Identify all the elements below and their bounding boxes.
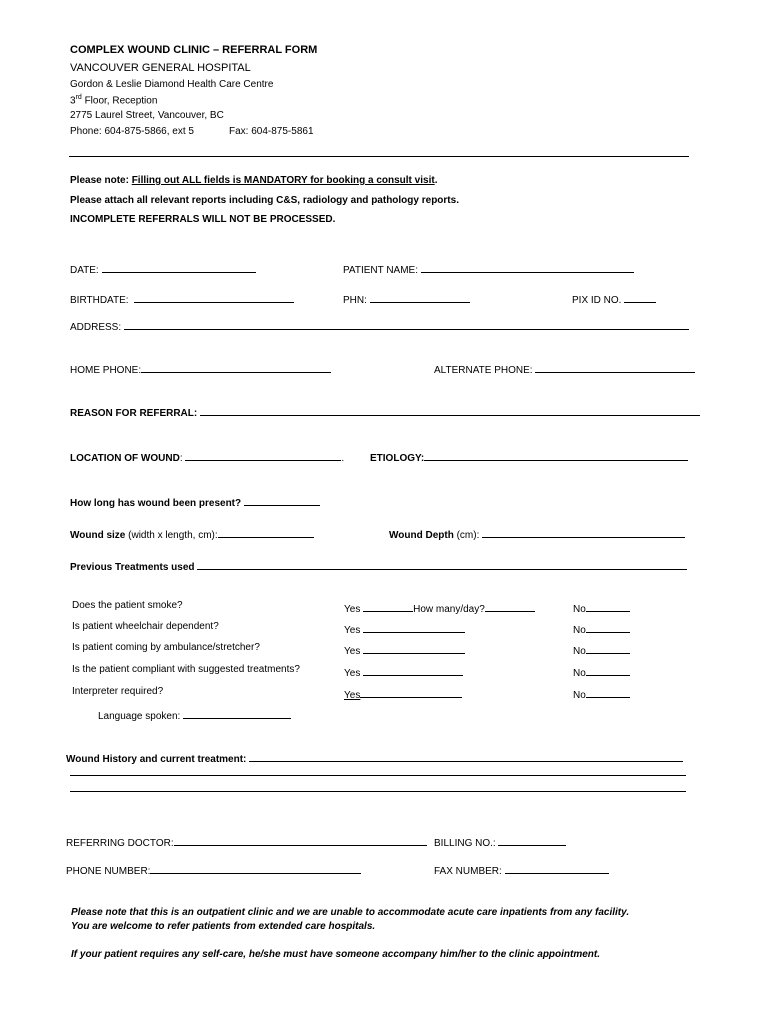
wound-depth-units: (cm): (453, 530, 480, 541)
location-dot: . (341, 453, 345, 464)
wound-size-units: (width x length, cm): (125, 530, 218, 541)
home-phone-input[interactable] (141, 361, 331, 373)
smoke-how-many-label: How many/day? (413, 604, 485, 615)
smoke-yes (344, 600, 535, 615)
smoke-no-input[interactable] (586, 600, 630, 612)
wound-history-field (66, 750, 683, 765)
birthdate-field (70, 291, 294, 306)
referring-doctor-input[interactable] (174, 834, 427, 846)
centre-name: Gordon & Leslie Diamond Health Care Centre (70, 79, 274, 90)
etiology-label: ETIOLOGY: (370, 453, 425, 464)
wound-depth-label: Wound Depth (389, 530, 454, 541)
ambulance-yes-input[interactable] (363, 642, 465, 654)
floor-suffix: rd (75, 94, 82, 101)
floor-line (70, 94, 157, 106)
address-field (70, 318, 689, 333)
birthdate-label: BIRTHDATE: (70, 295, 129, 306)
wound-depth-field (389, 526, 685, 541)
phn-field (343, 291, 470, 306)
compliant-yes-label: Yes (344, 668, 361, 679)
wound-history-line-3[interactable] (70, 791, 686, 792)
wheelchair-yes (344, 621, 465, 636)
note-prefix: Please note: (70, 175, 132, 186)
etiology-field (370, 449, 688, 464)
ambulance-no-input[interactable] (586, 642, 630, 654)
interpreter-yes-input[interactable] (360, 686, 462, 698)
phn-input[interactable] (370, 291, 470, 303)
wheelchair-no (573, 621, 630, 636)
interpreter-no (573, 686, 630, 701)
location-label: LOCATION OF WOUND (70, 453, 180, 464)
patient-name-input[interactable] (421, 261, 634, 273)
birthdate-input[interactable] (134, 291, 294, 303)
address-label: ADDRESS: (70, 322, 122, 333)
wheelchair-no-label: No (573, 625, 586, 636)
referring-doctor-label: REFERRING DOCTOR: (66, 838, 174, 849)
language-label: Language spoken: (98, 711, 181, 722)
billing-input[interactable] (498, 834, 566, 846)
interpreter-yes-label: Yes (344, 690, 361, 701)
extended-care-note: You are welcome to refer patients from extended care hospitals. (71, 921, 376, 932)
language-field (98, 707, 291, 722)
reason-field (70, 404, 700, 419)
street-address: 2775 Laurel Street, Vancouver, BC (70, 110, 224, 121)
prev-treatments-input[interactable] (197, 558, 687, 570)
language-input[interactable] (183, 707, 291, 719)
hospital-name: VANCOUVER GENERAL HOSPITAL (70, 62, 251, 74)
prev-treatments-field (70, 558, 687, 573)
patient-name-field (343, 261, 634, 276)
location-input[interactable] (185, 449, 341, 461)
note-period: . (434, 175, 438, 186)
referring-phone-field (66, 862, 361, 877)
question-compliant: Is the patient compliant with suggested treatments? (72, 664, 300, 675)
how-long-label: How long has wound been present? (70, 498, 242, 509)
smoke-no-label: No (573, 604, 586, 615)
wound-history-line-2[interactable] (70, 775, 686, 776)
wound-size-label: Wound size (70, 530, 126, 541)
self-care-note: If your patient requires any self-care, he/she must have someone accompany him/her to the clinic appointment. (71, 949, 601, 960)
question-smoke: Does the patient smoke? (72, 600, 183, 611)
location-colon: : (179, 453, 183, 464)
attach-note: Please attach all relevant reports including C&S, radiology and pathology reports. (70, 195, 459, 206)
floor-number: 3 (70, 95, 76, 107)
alt-phone-input[interactable] (535, 361, 695, 373)
ambulance-yes (344, 642, 465, 657)
billing-field (434, 834, 566, 849)
outpatient-note: Please note that this is an outpatient clinic and we are unable to accommodate acute care inpatients from any facility. (71, 907, 630, 918)
smoke-no (573, 600, 630, 615)
date-label: DATE: (70, 265, 99, 276)
referring-fax-input[interactable] (505, 862, 609, 874)
how-long-input[interactable] (244, 494, 320, 506)
compliant-yes (344, 664, 463, 679)
mandatory-text: Filling out ALL fields is MANDATORY for booking a consult visit (131, 175, 435, 186)
wheelchair-yes-input[interactable] (363, 621, 465, 633)
wound-depth-input[interactable] (482, 526, 685, 538)
ambulance-no (573, 642, 630, 657)
wound-size-field (70, 526, 314, 541)
reason-input[interactable] (200, 404, 700, 416)
floor-text: Floor, Reception (81, 95, 158, 107)
question-interpreter: Interpreter required? (72, 686, 164, 697)
patient-name-label: PATIENT NAME: (343, 265, 419, 276)
form-title: COMPLEX WOUND CLINIC – REFERRAL FORM (70, 44, 318, 56)
wheelchair-no-input[interactable] (586, 621, 630, 633)
prev-treatments-label: Previous Treatments used (70, 562, 195, 573)
address-input[interactable] (124, 318, 689, 330)
reason-label: REASON FOR REFERRAL: (70, 408, 198, 419)
compliant-no (573, 664, 630, 679)
home-phone-label: HOME PHONE: (70, 365, 142, 376)
referring-phone-label: PHONE NUMBER: (66, 866, 151, 877)
pix-label: PIX ID NO. (572, 295, 622, 306)
header-divider (69, 156, 689, 157)
alt-phone-field (434, 361, 695, 376)
clinic-fax: Fax: 604-875-5861 (229, 126, 314, 137)
wound-history-input[interactable] (249, 750, 683, 762)
phn-label: PHN: (343, 295, 367, 306)
compliant-yes-input[interactable] (363, 664, 463, 676)
incomplete-note: INCOMPLETE REFERRALS WILL NOT BE PROCESSED. (70, 214, 336, 225)
home-phone-field (70, 361, 331, 376)
etiology-input[interactable] (424, 449, 688, 461)
ambulance-yes-label: Yes (344, 646, 361, 657)
referring-fax-label: FAX NUMBER: (434, 866, 502, 877)
smoke-yes-input[interactable] (363, 600, 413, 612)
date-input[interactable] (102, 261, 256, 273)
smoke-how-many-input[interactable] (485, 600, 535, 612)
location-field (70, 449, 344, 464)
date-field (70, 261, 256, 276)
ambulance-no-label: No (573, 646, 586, 657)
referring-phone-input[interactable] (150, 862, 361, 874)
pix-field (572, 291, 656, 306)
compliant-no-label: No (573, 668, 586, 679)
clinic-phone: Phone: 604-875-5866, ext 5 (70, 126, 194, 137)
alt-phone-label: ALTERNATE PHONE: (434, 365, 533, 376)
interpreter-no-label: No (573, 690, 586, 701)
question-wheelchair: Is patient wheelchair dependent? (72, 621, 219, 632)
interpreter-no-input[interactable] (586, 686, 630, 698)
wheelchair-yes-label: Yes (344, 625, 361, 636)
how-long-field (70, 494, 320, 509)
referring-doctor-field (66, 834, 427, 849)
interpreter-yes (344, 686, 462, 701)
wound-history-label: Wound History and current treatment: (66, 754, 247, 765)
billing-label: BILLING NO.: (434, 838, 496, 849)
question-ambulance: Is patient coming by ambulance/stretcher? (72, 642, 260, 653)
mandatory-note (70, 175, 437, 186)
referring-fax-field (434, 862, 609, 877)
wound-size-input[interactable] (218, 526, 314, 538)
compliant-no-input[interactable] (586, 664, 630, 676)
pix-input[interactable] (624, 291, 656, 303)
smoke-yes-label: Yes (344, 604, 361, 615)
